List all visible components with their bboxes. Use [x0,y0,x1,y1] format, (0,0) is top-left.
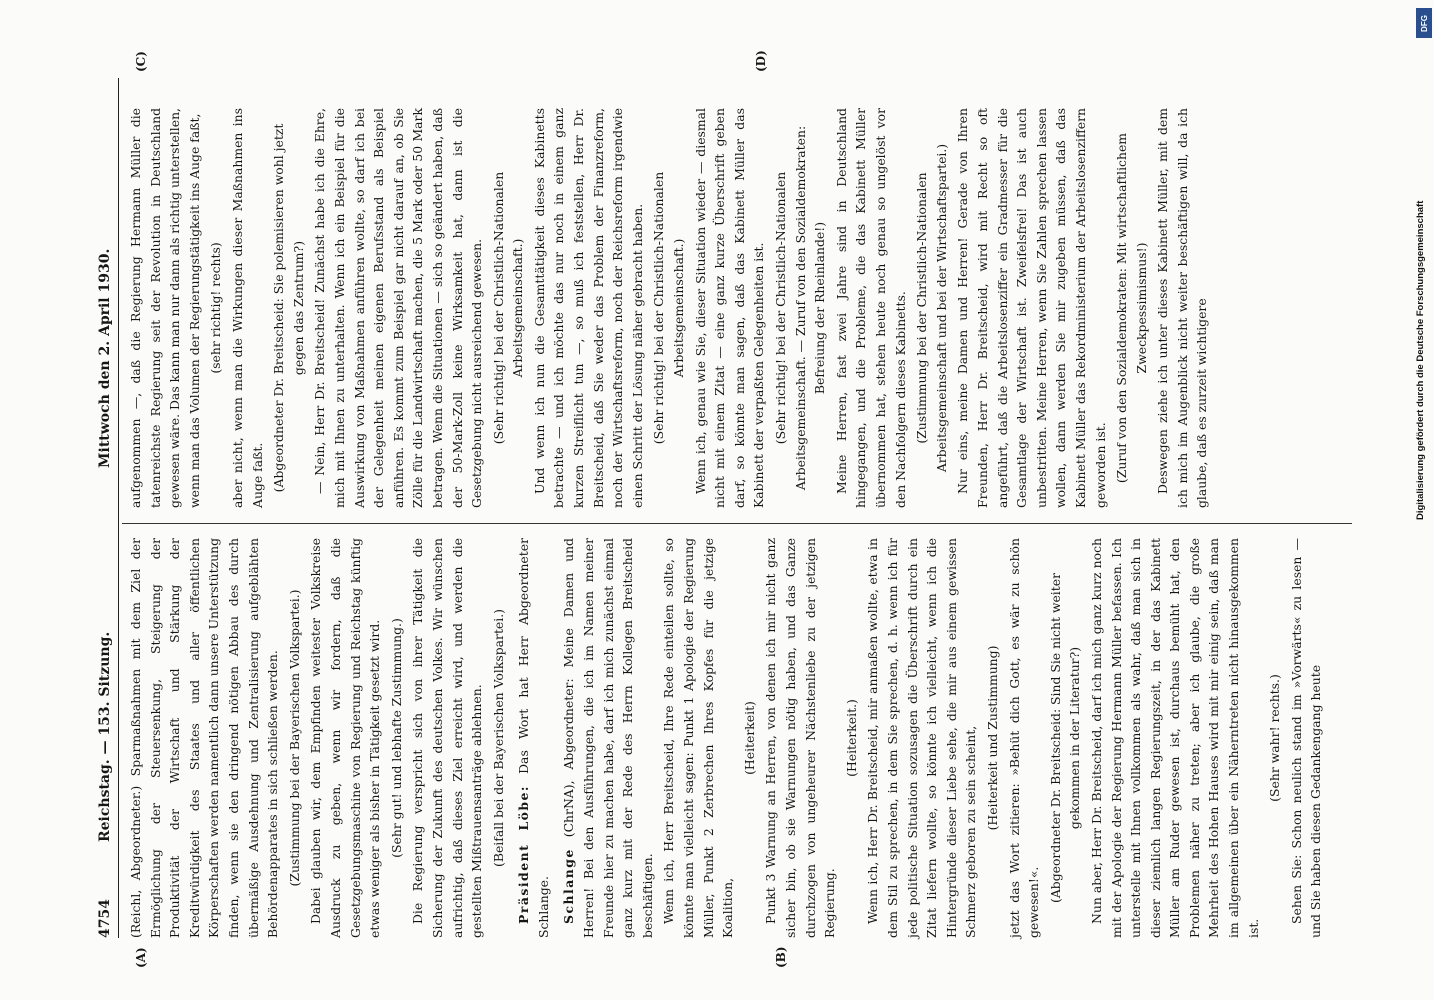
speaker-name: Schlange [561,848,577,924]
interjection: (Zuruf von den Sozialdemokraten: Mit wirtschaftlichem Zweckpessimismus!) [1114,132,1149,484]
speaker-label: (Reichl, Abgeordneter.) [128,785,143,938]
paragraph: Nun aber, Herr Dr. Breitscheid, darf ich mich ganz kurz noch mit der Apologie der Regierung Hermann Müller befassen. Ich unterstelle mit Ihnen vollkommen als wahr, daß man sich in dieser ziemlich langen Regierungszeit, in der das Kabinett Müller am Ruder gewesen ist, durchaus bemüht hat, den Problemen näher zu treten; aber ich glaube, die große Mehrheit des Hohen Hauses wird mit mir einig sein, daß man im allgemeinen über ein Näherntreten nicht hinausgekommen ist. [1088,538,1261,938]
page-number: 4754 [97,899,113,938]
page-header [92,78,119,938]
paragraph: Das Wort hat Herr Abgeordneter Schlange. [516,538,551,938]
left-column [126,538,1328,938]
interjection: (Sehr wahr! rechts.) [1267,674,1283,802]
interjection: (Beifall bei der Bayerischen Volkspartei.) [490,609,506,867]
paragraph: Und wenn ich nun die Gesamttätigkeit dieses Kabinetts betrachte — und ich möchte das nur noch in einem ganz kurzen Streiflicht tun —, so muß ich feststellen, Herr Dr. Breitscheid, daß Sie weder das Problem der Finanzreform, noch der Wirtschaftsreform, noch der Reichsreform irgendwie einen Schritt der Lösung näher gebracht haben. [531,108,645,508]
paragraph: Sparmaßnahmen mit dem Ziel der Ermöglichung der Steuersenkung, Steigerung der Produktivität der Wirtschaft und Stärkung der Kreditwürdigkeit des Staates und aller öffentlichen Körperschaften werden namentlich dann unsere Unterstützung finden, wenn sie den dringend nötigen Abbau des durch übermäßige Ausdehnung und Zentralisierung aufgeblähten Behördenapparates in sich schließen werden. [128,538,281,938]
interjection: (Abgeordneter Dr. Breitscheid: Sie polemisieren wohl jetzt gegen das Zentrum?) [271,123,306,493]
right-column [126,108,1214,508]
paragraph: Wenn ich, Herr Breitscheid, Ihre Rede einteilen sollte, so könnte man vielleicht sagen: Punkt 1 Apologie der Regierung Müller, Punkt 2 Zerbrechen Ihres Kopfes für die jetzige Koalition, [661,538,736,938]
interjection: (Sehr richtig! bei der Christlich-Nationalen Arbeitsgemeinschaft.) [651,171,687,445]
interjection: (Heiterkeit und Zustimmung) [984,645,1000,831]
interjection: (Sehr gut! und lebhafte Zustimmung.) [388,618,404,858]
margin-mark-b: (B) [774,946,788,968]
paragraph: Die Regierung verspricht sich von ihrer Tätigkeit die Sicherung der Zukunft des deutschen Volkes. Wir wünschen aufrichtig, daß dieses Ziel erreicht wird, und werden die gestellten Mißtrauensanträge ablehnen. [410,538,485,938]
paragraph: Deswegen ziehe ich unter dieses Kabinett Müller, mit dem ich mich im Augenblick nicht weiter beschäftigen will, da ich glaube, daß es zurzeit wichtigere [1155,108,1210,508]
side-note [1413,0,1431,1000]
paragraph: jetzt das Wort zitieren: »Behüt dich Gott, es wär zu schön gewesen!«. [1006,538,1042,938]
paragraph: aufgenommen —, daß die Regierung Hermann Müller die tatenreichste Regierung seit der Revolution in Deutschland gewesen wäre. Das kann man nur dann als richtig unterstellen, wenn man das Volumen der Regierungstätigkeit ins Auge faßt, [128,108,202,508]
interjection: (sehr richtig! rechts) [208,242,224,374]
margin-mark-c: (C) [134,51,148,72]
margin-mark-d: (D) [754,50,768,72]
paragraph: Punkt 3 Warnung an Herren, von denen ich mir nicht ganz sicher bin, ob sie Warnungen nötig haben, und das Ganze durchzogen von ungeheurer Nächstenliebe zu der jetzigen Regierung. [763,538,838,938]
paragraph: Sehen Sie: Schon neulich stand im »Vorwärts« zu lesen — und Sie haben diesen Gedankengang heute [1288,538,1324,938]
header-right-title: Mittwoch den 2. April 1930. [97,248,113,468]
interjection: (Zustimmung bei der Christlich-Nationalen Arbeitsgemeinschaft und bei der Wirtschaftspartei.) [914,143,949,473]
paragraph: — Nein, Herr Dr. Breitscheid! Zunächst habe ich die Ehre, mich mit Ihnen zu unterhalten. Wenn ich ein Beispiel für die Auswirkung von Maßnahmen anführen wollte, so darf ich bei der Gelegenheit meinen eigenen Berufsstand als Beispiel anführen. Es kommt zum Beispiel gar nicht darauf an, ob Sie Zölle für die Landwirtschaft machen, die 5 Mark oder 50 Mark betragen. Wenn die Situationen — sich so geändert haben, daß der 50-Mark-Zoll keine Wirksamkeit hat, dann ist die Gesetzgebung nicht ausreichend gewesen. [312,108,485,508]
paragraph: Wenn ich, Herr Dr. Breitscheid, mir anmaßen wollte, etwa in dem Stil zu sprechen, in dem Sie sprechen, d. h. wenn ich für jede politische Situation sozusagen die Überschrift durch ein Zitat liefern wollte, so könnte ich vielleicht, wenn ich die Hintergründe dieser Liebe sehe, die mir aus einem gewissen Schmerz geboren zu sein scheint, [865,538,979,938]
paragraph: Nur eins, meine Damen und Herren! Gerade von Ihren Freunden, Herr Dr. Breitscheid, wird mit Recht so oft angeführt, daß die Arbeitslosenziffer ein Gradmesser für die Gesamtlage der Wirtschaft ist. Zweifelsfrei! Das ist auch unbestritten. Meine Herren, wenn Sie Zahlen sprechen lassen wollen, dann werden Sie mir zugeben müssen, daß das Kabinett Müller das Rekordministerium der Arbeitslosenziffern geworden ist. [955,108,1108,508]
interjection: (Zustimmung bei der Bayerischen Volkspartei.) [286,589,302,887]
interjection: (Sehr richtig! bei der Christlich-Nationalen Arbeitsgemeinschaft.) [490,171,526,445]
interjection: (Heiterkeit.) [843,699,859,777]
header-left-title: Reichstag. — 153. Sitzung. [97,631,113,842]
rotated-page [92,50,1362,968]
interjection: (Heiterkeit) [741,701,757,775]
column-divider [122,523,1352,524]
interjection: (Abgeordneter Dr. Breitscheid: Sind Sie nicht weiter gekommen in der Literatur?) [1047,573,1083,904]
interjection: (Sehr richtig! bei der Christlich-Nationalen Arbeitsgemeinschaft. — Zuruf von den Sozialdemokraten: Befreiung der Rheinlande!) [773,125,828,491]
paragraph: Dabei glauben wir, dem Empfinden weitester Volkskreise Ausdruck zu geben, wenn wir fordern, daß die Gesetzgebungsmaschine von Regierung und Reichstag künftig etwas weniger als bisher in Tätigkeit gesetzt wird. [308,538,383,938]
margin-mark-a: (A) [134,947,148,968]
paragraph: Wenn ich, genau wie Sie, dieser Situation wieder — diesmal nicht mit einem Zitat — eine ganz kurze Überschrift geben darf, so könnte man sagen, daß das Kabinett Müller das Kabinett der verpaßten Gelegenheiten ist. [692,108,767,508]
funding-note: Digitalisierung gefördert durch die Deutsche Forschungsgemeinschaft [1415,200,1426,520]
speaker-name: Präsident Löbe: [516,785,532,924]
paragraph: (ChrNA), Abgeordneter: Meine Damen und Herren! Bei den Ausführungen, die ich im Namen meiner Freunde hier zu machen habe, darf ich mich zunächst einmal ganz kurz mit der Rede des Herrn Kollegen Breitscheid beschäftigen. [561,538,655,938]
paragraph: Meine Herren, fast zwei Jahre sind in Deutschland hingegangen, und die Probleme, die das Kabinett Müller übernommen hat, stehen heute noch genau so ungelöst vor den Nachfolgern dieses Kabinetts. [833,108,908,508]
paragraph: aber nicht, wenn man die Wirkungen dieser Maßnahmen ins Auge faßt. [229,108,265,508]
logo-text: DFG [1419,14,1429,32]
